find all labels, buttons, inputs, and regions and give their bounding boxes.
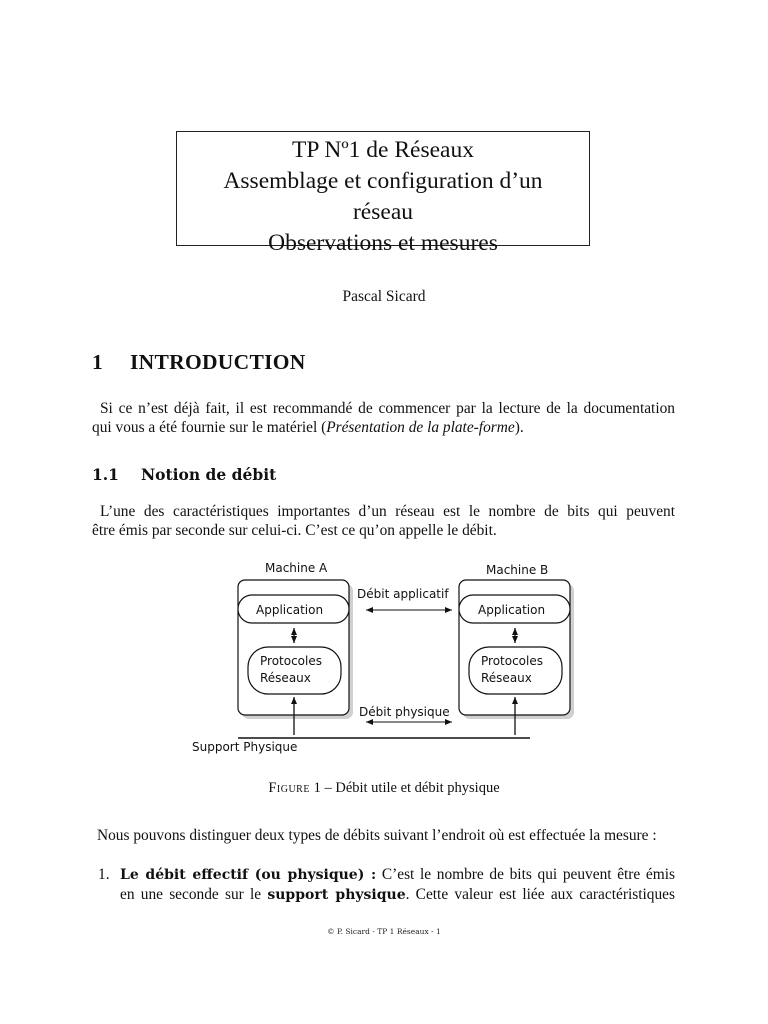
application-b-label: Application — [478, 603, 546, 617]
subsection-title: Notion de débit — [141, 465, 277, 484]
list-text-1: C’est le nombre de bits qui peuvent être émis — [376, 866, 675, 883]
intro-line-2-end: ). — [514, 419, 524, 436]
caption-prefix: Figure — [268, 780, 310, 796]
list-item — [98, 865, 675, 905]
author: Pascal Sicard — [342, 288, 426, 305]
page-footer: © P. Sicard - TP 1 Réseaux - 1 — [327, 927, 441, 936]
section-number: 1 — [92, 350, 104, 374]
reseaux-b-label: Réseaux — [481, 671, 532, 685]
application-a-label: Application — [256, 603, 324, 617]
debit-line-1: L’une des caractéristiques importantes d’un réseau est le nombre de bits qui peuvent — [100, 503, 675, 520]
title-line-1: TP Nº1 de Réseaux — [292, 137, 474, 163]
list-text-2-end: . Cette valeur est liée aux caractéristiques — [405, 886, 675, 903]
list-line-2 — [120, 885, 675, 905]
list-marker: 1. — [98, 866, 110, 883]
title-line-3: réseau — [352, 199, 413, 225]
caption-number: 1 — [313, 780, 321, 796]
machine-a-label: Machine A — [265, 561, 328, 575]
list-item-body — [120, 865, 675, 905]
caption-text: – Débit utile et débit physique — [324, 780, 500, 796]
list-text-2-start: en une seconde sur le — [120, 886, 268, 903]
reseaux-a-label: Réseaux — [260, 671, 311, 685]
list-line-1 — [120, 865, 675, 885]
figure-caption — [0, 780, 768, 797]
intro-line-1: Si ce n’est déjà fait, il est recommandé de commencer par la lecture de la documentation — [100, 400, 675, 417]
subsection-number: 1.1 — [92, 465, 119, 484]
title-line-4: Observations et mesures — [268, 230, 498, 256]
after-figure-paragraph: Nous pouvons distinguer deux types de débits suivant l’endroit où est effectuée la mesure : — [97, 827, 657, 844]
intro-line-2-start: qui vous a été fournie sur le matériel ( — [92, 419, 327, 436]
debit-line-2: être émis par seconde sur celui-ci. C’est ce qu’on appelle le débit. — [92, 522, 497, 539]
machine-b-label: Machine B — [486, 563, 549, 577]
list-bold-lead: Le débit effectif (ou physique) : — [120, 867, 377, 883]
list-bold-support: support physique — [267, 887, 406, 903]
intro-doc-title: Présentation de la plate-forme — [326, 419, 515, 436]
protocoles-b-label: Protocoles — [481, 654, 543, 668]
support-physique-label: Support Physique — [192, 740, 298, 754]
section-title: INTRODUCTION — [130, 350, 306, 374]
protocoles-a-label: Protocoles — [260, 654, 322, 668]
debit-physique-label: Débit physique — [359, 705, 450, 719]
title-line-2: Assemblage et configuration d’un — [223, 168, 543, 194]
debit-applicatif-label: Débit applicatif — [357, 587, 449, 601]
